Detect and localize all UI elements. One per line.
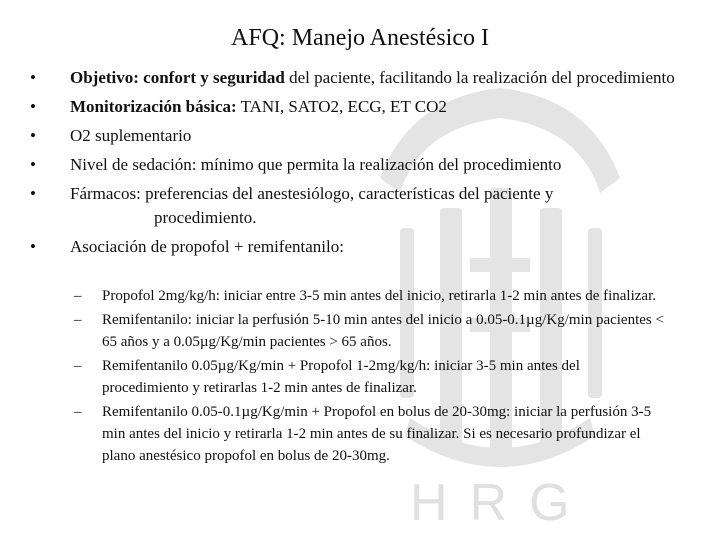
sub-bullet-combo-bolus — [74, 401, 664, 467]
bullet-marker: • — [30, 184, 36, 203]
bullet-o2-text: O2 suplementario — [70, 126, 192, 145]
bullet-monitorizacion-text: TANI, SATO2, ECG, ET CO2 — [236, 97, 447, 116]
sub-bullet-text: Remifentanilo: iniciar la perfusión 5-10 min antes del inicio a 0.05-0.1µg/Kg/min pacientes < 65 años y a 0.05µg/Kg/min pacientes > 65 años. — [102, 312, 664, 350]
bullet-objetivo-label: Objetivo: confort y seguridad — [70, 68, 285, 87]
sub-bullet-combo-perfusion — [74, 355, 664, 399]
bullet-marker: • — [30, 126, 36, 145]
bullet-marker: • — [30, 155, 36, 174]
svg-text:HRG: HRG — [410, 474, 592, 532]
bullet-sedacion-text: Nivel de sedación: mínimo que permita la realización del procedimiento — [70, 155, 562, 174]
sub-bullet-text: Remifentanilo 0.05-0.1µg/Kg/min + Propofol en bolus de 20-30mg: iniciar la perfusión 3-5 min antes del inicio y retirarla 1-2 min antes de su finalizar. Si es necesario profundizar el plano anestésico propofol en bolus de 20-30mg. — [102, 404, 652, 464]
sub-bullet-propofol — [74, 285, 664, 307]
bullet-monitorizacion — [28, 95, 678, 119]
bullet-objetivo — [28, 66, 678, 90]
dash-marker: – — [74, 404, 82, 420]
sub-bullet-text: Propofol 2mg/kg/h: iniciar entre 3-5 min antes del inicio, retirarla 1-2 min antes de finalizar. — [102, 288, 657, 304]
sub-bullet-remifentanilo — [74, 309, 664, 353]
bullet-marker: • — [30, 237, 36, 256]
bullet-sedacion — [28, 153, 678, 177]
bullet-o2 — [28, 124, 678, 148]
slide-title: AFQ: Manejo Anestésico I — [231, 25, 489, 51]
bullet-asociacion-text: Asociación de propofol + remifentanilo: — [70, 237, 344, 256]
bullet-marker: • — [30, 97, 36, 116]
bullet-list — [28, 66, 678, 264]
dash-marker: – — [74, 358, 82, 374]
bullet-farmacos — [28, 182, 678, 230]
bullet-farmacos-text: Fármacos: preferencias del anestesiólogo, características del paciente y — [70, 184, 554, 203]
dash-marker: – — [74, 312, 82, 328]
dash-marker: – — [74, 288, 82, 304]
bullet-asociacion — [28, 235, 678, 259]
bullet-farmacos-continuation: procedimiento. — [154, 208, 257, 227]
bullet-objetivo-text: del paciente, facilitando la realización del procedimiento — [284, 68, 675, 87]
bullet-marker: • — [30, 68, 36, 87]
sub-bullet-list — [74, 285, 664, 469]
sub-bullet-text: Remifentanilo 0.05µg/Kg/min + Propofol 1-2mg/kg/h: iniciar 3-5 min antes del procedimiento y retirarlas 1-2 min antes de finalizar. — [102, 358, 580, 396]
bullet-monitorizacion-label: Monitorización básica: — [70, 97, 237, 116]
